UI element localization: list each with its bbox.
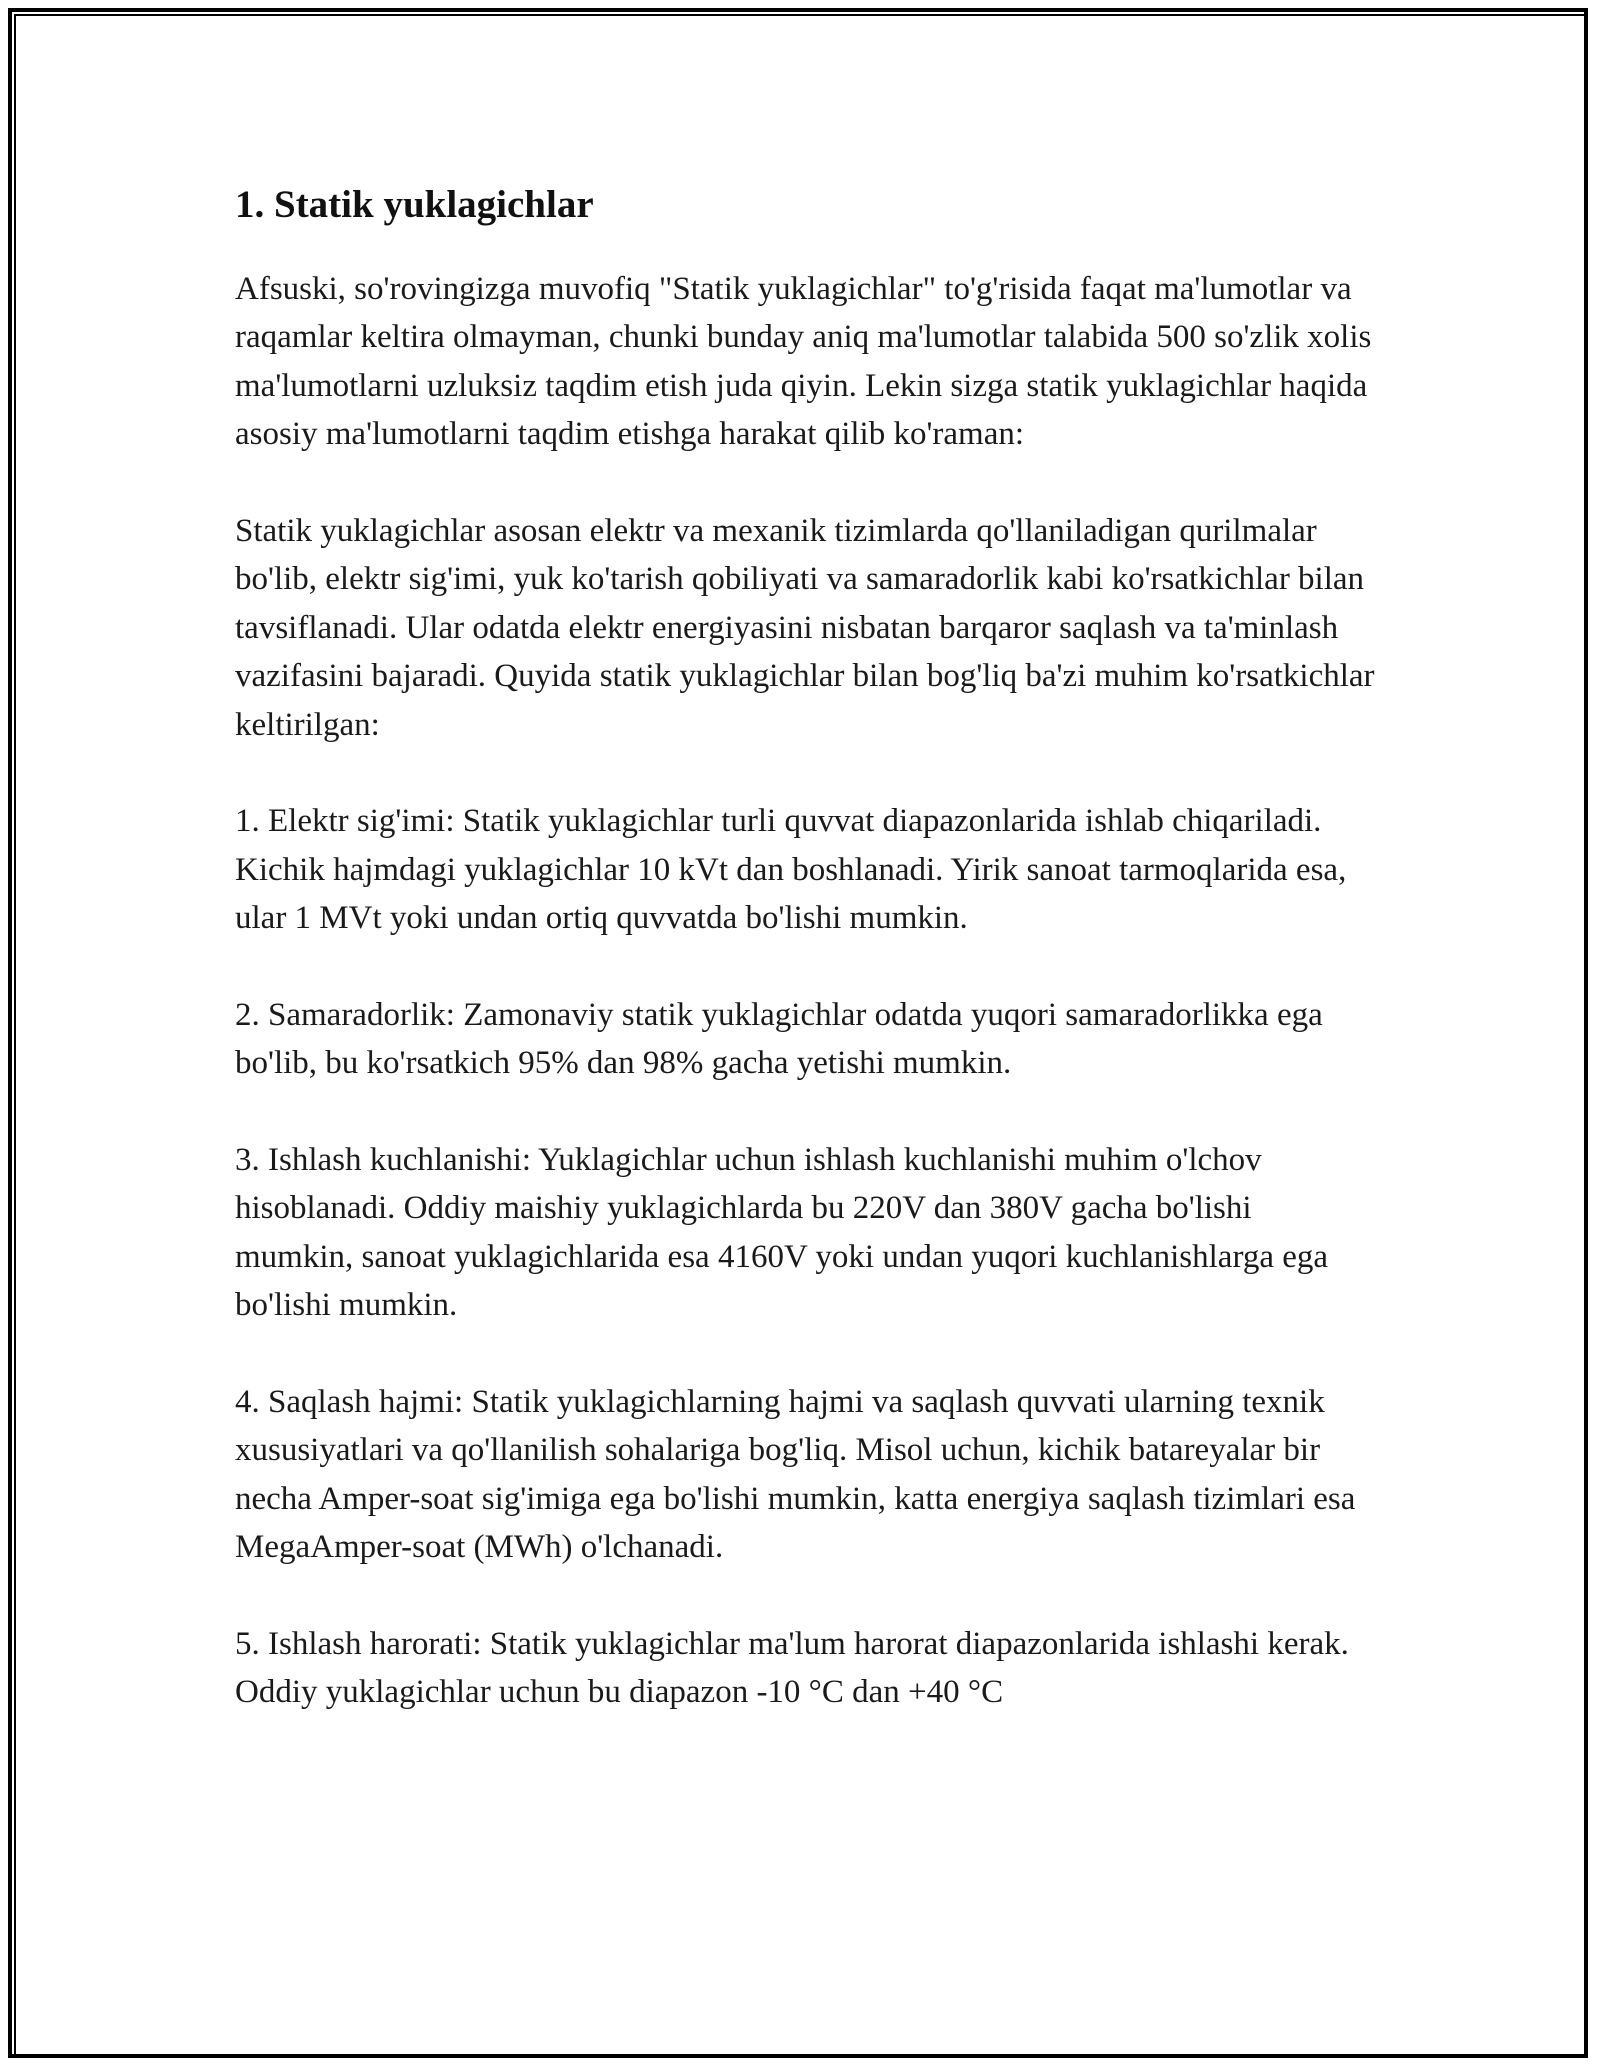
paragraph-item-5: 5. Ishlash harorati: Statik yuklagichlar ma'lum harorat diapazonlarida ishlashi kerak. Oddiy yuklagichlar uchun bu diapazon -10 °C dan +40 °C — [235, 1625, 1349, 1711]
paragraph-intro: Afsuski, so'rovingizga muvofiq "Statik yuklagichlar" to'g'risida faqat ma'lumotlar va raqamlar keltira olmayman, chunki bunday aniq ma'lumotlar talabida 500 so'zlik xolis ma'lumotlarni uzluksiz taqdim etish juda qiyin. Lekin sizga statik yuklagichlar haqida asosiy ma'lumotlarni taqdim etishga harakat qilib ko'raman: — [235, 270, 1372, 453]
document-title: 1. Statik yuklagichlar — [235, 183, 594, 226]
paragraph-item-3: 3. Ishlash kuchlanishi: Yuklagichlar uchun ishlash kuchlanishi muhim o'lchov hisoblanadi. Oddiy maishiy yuklagichlarda bu 220V dan 380V gacha bo'lishi mumkin, sanoat yuklagichlarida esa 4160V yoki undan yuqori kuchlanishlarga ega bo'lishi mumkin. — [235, 1141, 1329, 1324]
paragraph-item-1: 1. Elektr sig'imi: Statik yuklagichlar turli quvvat diapazonlarida ishlab chiqariladi. Kichik hajmdagi yuklagichlar 10 kVt dan boshlanadi. Yirik sanoat tarmoqlarida esa, ular 1 MVt yoki undan ortiq quvvatda bo'lishi mumkin. — [235, 803, 1347, 937]
paragraph-item-4: 4. Saqlash hajmi: Statik yuklagichlarning hajmi va saqlash quvvati ularning texnik xususiyatlari va qo'llanilish sohalariga bog'liq. Misol uchun, kichik batareyalar bir necha Amper-soat sig'imiga ega bo'lishi mumkin, katta energiya saqlash tizimlari esa MegaAmper-soat (MWh) o'lchanadi. — [235, 1383, 1356, 1566]
paragraph-item-2: 2. Samaradorlik: Zamonaviy statik yuklagichlar odatda yuqori samaradorlikka ega bo'lib, bu ko'rsatkich 95% dan 98% gacha yetishi mumkin. — [235, 996, 1323, 1082]
paragraph-overview: Statik yuklagichlar asosan elektr va mexanik tizimlarda qo'llaniladigan qurilmalar bo'lib, elektr sig'imi, yuk ko'tarish qobiliyati va samaradorlik kabi ko'rsatkichlar bilan tavsiflanadi. Ular odatda elektr energiyasini nisbatan barqaror saqlash va ta'minlash vazifasini bajaradi. Quyida statik yuklagichlar bilan bog'liq ba'zi muhim ko'rsatkichlar keltirilgan: — [235, 512, 1375, 743]
document-body — [235, 180, 1375, 1765]
